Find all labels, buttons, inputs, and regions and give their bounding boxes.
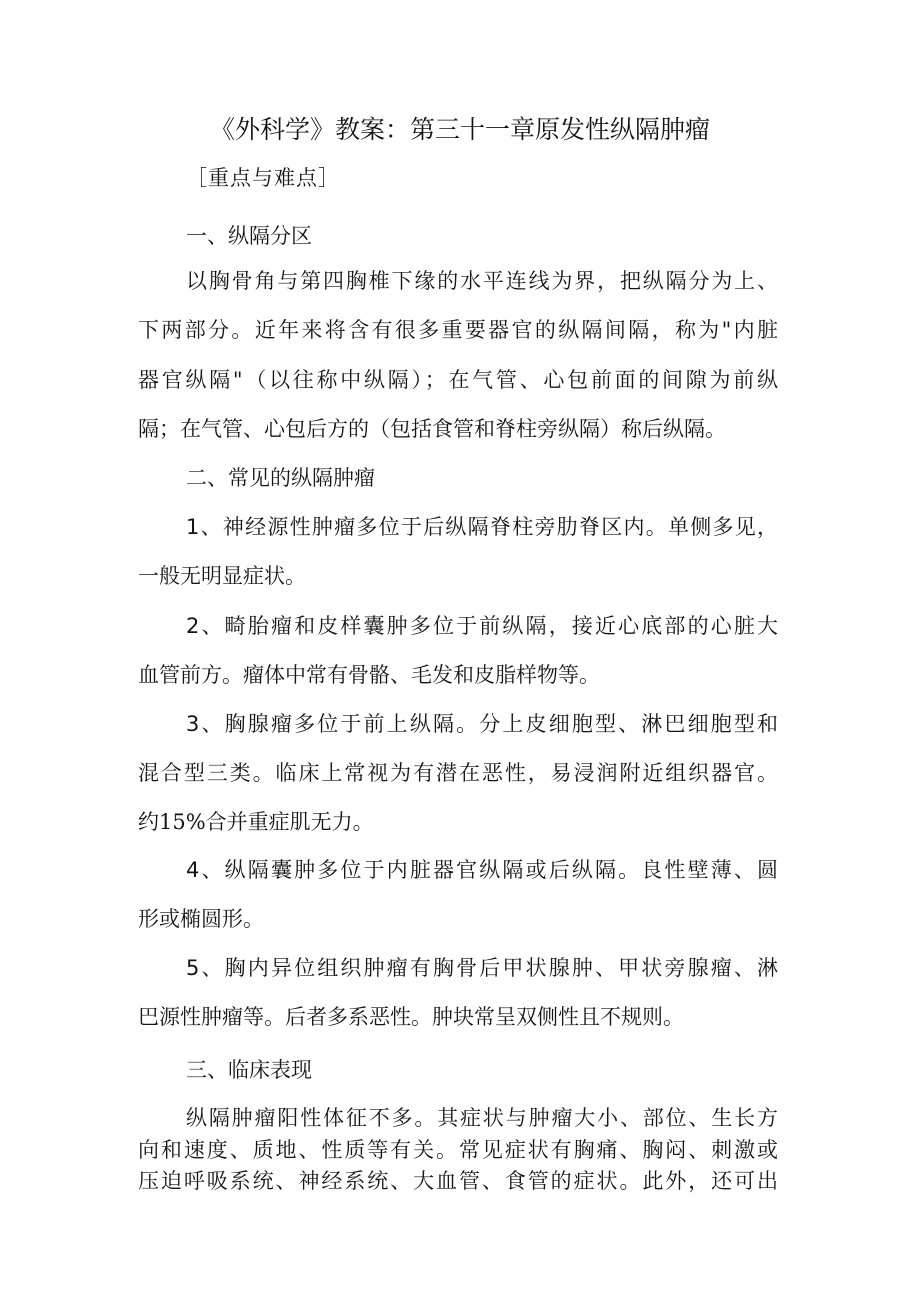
paragraph-line: 向和速度、质地、性质等有关。常见症状有胸痛、胸闷、刺激或 bbox=[138, 1138, 778, 1162]
list-item-line bbox=[186, 708, 778, 740]
list-item-line: 约15%合并重症肌无力。 bbox=[138, 810, 374, 834]
list-item-text: 、胸内异位组织肿瘤有胸骨后甲状腺肿、甲状旁腺瘤、淋 bbox=[199, 956, 778, 980]
paragraph-line: 以胸骨角与第四胸椎下缘的水平连线为界，把纵隔分为上、 bbox=[186, 269, 778, 293]
list-item-text: 、畸胎瘤和皮样囊肿多位于前纵隔，接近心底部的心脏大 bbox=[199, 614, 778, 638]
list-item-line bbox=[186, 610, 778, 642]
list-item-number: 3 bbox=[186, 712, 200, 736]
section-heading-common-tumors: 二、常见的纵隔肿瘤 bbox=[186, 466, 375, 490]
list-item-line bbox=[186, 511, 778, 543]
list-item-line: 混合型三类。临床上常视为有潜在恶性，易浸润附近组织器官。 bbox=[138, 761, 778, 785]
list-item-line bbox=[186, 952, 778, 984]
list-item-line: 血管前方。瘤体中常有骨骼、毛发和皮脂样物等。 bbox=[138, 663, 600, 687]
list-item-text: 、胸腺瘤多位于前上纵隔。分上皮细胞型、淋巴细胞型和 bbox=[199, 712, 778, 736]
list-item-number: 5 bbox=[186, 956, 200, 980]
list-item-number: 2 bbox=[186, 614, 200, 638]
list-item-line: 形或椭圆形。 bbox=[138, 907, 264, 931]
list-item-number: 4 bbox=[186, 858, 200, 882]
section-heading-mediastinal-division: 一、纵隔分区 bbox=[186, 224, 312, 248]
key-points-label: ［重点与难点］ bbox=[186, 166, 340, 190]
paragraph-line: 器官纵隔"（以往称中纵隔）；在气管、心包前面的间隙为前纵 bbox=[138, 368, 778, 392]
paragraph-line: 纵隔肿瘤阳性体征不多。其症状与肿瘤大小、部位、生长方 bbox=[186, 1106, 778, 1130]
document-title: 《外科学》教案：第三十一章原发性纵隔肿瘤 bbox=[209, 115, 710, 144]
list-item-text: 、纵隔囊肿多位于内脏器官纵隔或后纵隔。良性壁薄、圆 bbox=[199, 858, 778, 882]
paragraph-line: 下两部分。近年来将含有很多重要器官的纵隔间隔，称为"内脏 bbox=[138, 318, 778, 342]
list-item-line: 巴源性肿瘤等。后者多系恶性。肿块常呈双侧性且不规则。 bbox=[138, 1005, 684, 1029]
list-item-text: 、神经源性肿瘤多位于后纵隔脊柱旁肋脊区内。单侧多见， bbox=[199, 515, 778, 539]
paragraph-line: 隔；在气管、心包后方的（包括食管和脊柱旁纵隔）称后纵隔。 bbox=[138, 417, 726, 441]
list-item-number: 1 bbox=[186, 515, 200, 539]
paragraph-line: 压迫呼吸系统、神经系统、大血管、食管的症状。此外，还可出 bbox=[138, 1169, 778, 1193]
section-heading-clinical-manifestations: 三、临床表现 bbox=[186, 1058, 312, 1082]
list-item-line bbox=[186, 854, 778, 886]
list-item-line: 一般无明显症状。 bbox=[138, 564, 306, 588]
